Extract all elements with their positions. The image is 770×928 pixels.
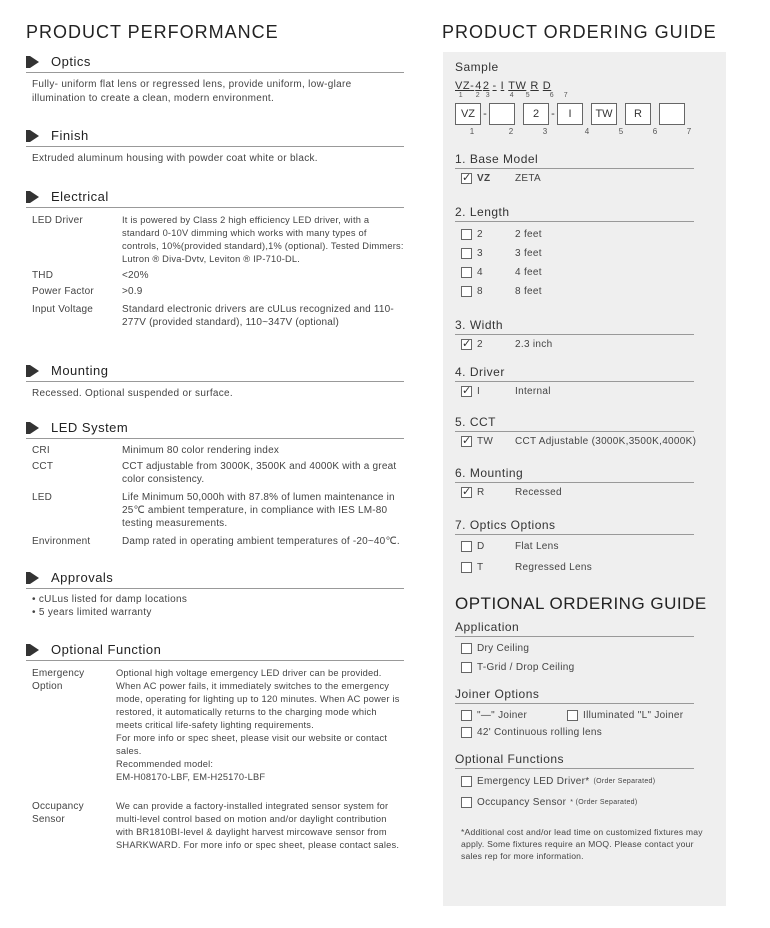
emergency-info: For more info or spec sheet, please visit our website or contact sales. [116,733,388,756]
arrow-icon [26,572,41,584]
option-continuous-lens[interactable] [455,723,714,742]
option-code: 8 [477,286,483,297]
occupancy-row [26,800,404,852]
row-value: It is powered by Class 2 high efficiency LED driver, with a standard 0-10V dimming which works with many types of controls, 10%(provided standard),1% (optional). Tested Dimmers: Lutron ® Diva-Dvtv, Leviton ® IP-710-DL. [122,215,404,264]
option-code: I [477,386,481,397]
cct-section [455,415,714,451]
optics-text: Fully- uniform flat lens or regressed lens, provide uniform, low-glare illumination to create a clean, modern environment. [32,79,352,104]
width-header: 3. Width [455,318,694,335]
sub-num: 2 [475,92,481,99]
option-desc: 3 feet [515,248,542,259]
checkbox-checked[interactable] [461,436,472,447]
row-key: Emergency Option [32,668,85,692]
option-code: 2 [477,229,483,240]
code-part: I [500,80,505,92]
base-model-header: 1. Base Model [455,152,694,169]
option-desc: ZETA [515,173,542,184]
option-desc: 2 feet [515,229,542,240]
option-desc: Regressed Lens [515,562,593,573]
electrical-row [26,285,404,298]
option-code: D [477,541,485,552]
arrow-icon [26,422,41,434]
led-row [26,444,404,457]
option-emergency-driver[interactable] [455,772,714,791]
performance-title: PRODUCT PERFORMANCE [26,22,279,42]
driver-section [455,365,714,401]
row-key: Occupancy Sensor [32,801,84,825]
approvals-title: Approvals [51,570,114,585]
row-value: <20% [122,270,149,281]
emergency-models: EM-H08170-LBF, EM-H25170-LBF [116,772,266,782]
driver-header: 4. Driver [455,365,694,382]
sample-label: Sample [455,60,499,74]
checkbox[interactable] [461,776,472,787]
checkbox[interactable] [461,267,472,278]
box-num: 2 [508,127,514,136]
option-code: R [477,487,485,498]
box-num: 3 [542,127,548,136]
code-box: VZ [455,103,481,125]
code-box [489,103,515,125]
box-num: 5 [618,127,624,136]
option-note: (Order Separated) [593,778,656,785]
mounting-header [26,363,404,382]
row-key: Environment [32,536,91,547]
code-part: R [530,80,539,92]
checkbox[interactable] [461,286,472,297]
joiner-section [455,687,714,742]
row-key: Power Factor [32,286,94,297]
approvals-list [26,589,404,619]
option-desc: Occupancy Sensor [477,797,567,808]
box-num: 4 [584,127,590,136]
code-box: I [557,103,583,125]
checkbox[interactable] [461,727,472,738]
code-part: 2 [482,80,490,92]
box-num: 7 [686,127,692,136]
option-desc: Internal [515,386,551,397]
mounting-title: Mounting [51,363,109,378]
row-value: >0.9 [122,286,143,297]
application-section [455,620,714,677]
led-title: LED System [51,420,129,435]
row-value: We can provide a factory-installed integrated sensor system for multi-level control based on motion and/or daylight contribution with BR1810BI-level & daylight harvest mircowave sensor from SHARKWARD. For more info or spec sheet, please contact sales. [116,801,400,850]
option-t-grid[interactable] [455,658,714,677]
row-value: CCT adjustable from 3000K, 3500K and 4000K with a great color consistency. [122,461,397,485]
option-desc: Illuminated "L" Joiner [583,710,684,721]
option-desc: T-Grid / Drop Ceiling [477,662,575,673]
led-row [26,491,404,530]
code-box: R [625,103,651,125]
option-code: TW [477,436,494,447]
ordering-panel [443,52,726,906]
code-box: 2 [523,103,549,125]
cct-header: 5. CCT [455,415,694,432]
optional-function-header [26,642,404,661]
option-mount-r[interactable] [455,483,714,502]
length-header: 2. Length [455,205,694,222]
optics-options-section [455,518,714,577]
ordering-guide-title: PRODUCT ORDERING GUIDE [442,22,717,42]
option-length-8[interactable] [455,282,714,301]
option-desc: Flat Lens [515,541,559,552]
approvals-header [26,570,404,589]
row-key: Input Voltage [32,304,93,315]
option-vz[interactable] [455,169,714,188]
row-key: CRI [32,445,50,456]
option-length-3[interactable] [455,244,714,263]
arrow-icon [26,130,41,142]
emergency-desc: Optional high voltage emergency LED driver can be provided. When AC power fails, it immediately switches to the emergency mode, operating for lighting up to 120 minutes. When AC power is restored, it automatically returns to the charging mode which meets critical life-safety lighting requirements. [116,668,400,730]
sub-num: 1 [458,92,464,99]
code-part: VZ [455,80,471,92]
approval-item: • 5 years limited warranty [32,607,152,618]
option-length-2[interactable] [455,225,714,244]
width-section [455,318,714,354]
arrow-icon [26,191,41,203]
checkbox[interactable] [461,710,472,721]
checkbox-checked[interactable] [461,487,472,498]
code-boxes: VZ - 2 - I TW R [455,103,714,125]
functions-header: Optional Functions [455,752,694,769]
led-row [26,535,404,548]
row-value: Standard electronic drivers are cULus recognized and 110-277V (provided standard), 110~347V (optional) [122,304,394,328]
option-cct-tw[interactable] [455,432,714,451]
finish-title: Finish [51,128,89,143]
electrical-row [26,303,404,329]
row-key: THD [32,270,54,281]
led-row [26,460,404,486]
option-driver-i[interactable] [455,382,714,401]
option-code: 4 [477,267,483,278]
joiner-header: Joiner Options [455,687,694,704]
sample-code [455,80,714,99]
approval-item: • cULus listed for damp locations [32,594,188,605]
option-dry-ceiling[interactable] [455,639,714,658]
optional-ordering-title: OPTIONAL ORDERING GUIDE [455,594,707,613]
option-desc: 42' Continuous rolling lens [477,727,603,738]
option-desc: Emergency LED Driver* [477,776,590,787]
row-key: CCT [32,461,54,472]
checkbox-checked[interactable] [461,386,472,397]
checkbox[interactable] [461,229,472,240]
optics-title: Optics [51,54,91,69]
sub-num: 7 [563,92,569,99]
optional-function-title: Optional Function [51,642,162,657]
option-code: VZ [477,173,491,184]
checkbox-checked[interactable] [461,173,472,184]
sub-num: 6 [549,92,555,99]
checkbox-checked[interactable] [461,339,472,350]
option-length-4[interactable] [455,263,714,282]
optics-header [26,54,404,73]
option-optics-d[interactable] [455,537,714,556]
electrical-row [26,214,404,266]
finish-header [26,128,404,147]
code-box: TW [591,103,617,125]
code-part: 4 [475,80,482,92]
row-value: Life Minimum 50,000h with 87.8% of lumen maintenance in 25℃ ambient temperature, in compliance with IES LM-80 testing measurements. [122,492,395,529]
emergency-row [26,667,404,784]
box-num: 1 [469,127,475,136]
option-desc: 2.3 inch [515,339,553,350]
sub-num: 4 [509,92,515,99]
row-value: Damp rated in operating ambient temperatures of -20~40℃. [122,536,400,547]
row-value [116,667,404,784]
finish-text: Extruded aluminum housing with powder coat white or black. [32,153,318,164]
row-value: Minimum 80 color rendering index [122,445,280,456]
option-code: T [477,562,484,573]
box-num: 6 [652,127,658,136]
row-key: LED Driver [32,215,83,226]
code-part: TW [508,80,527,92]
led-header [26,420,404,439]
code-part: - [492,80,497,92]
code-part: D [542,80,552,92]
checkbox[interactable] [567,710,578,721]
application-header: Application [455,620,694,637]
electrical-title: Electrical [51,189,109,204]
code-box [659,103,685,125]
checkbox[interactable] [461,541,472,552]
sub-num: 5 [525,92,531,99]
option-code: 3 [477,248,483,259]
checkbox[interactable] [461,562,472,573]
product-performance [26,22,404,852]
checkbox[interactable] [461,248,472,259]
box-numbers [455,127,714,136]
option-desc: 4 feet [515,267,542,278]
length-section [455,205,714,301]
option-desc: 8 feet [515,286,542,297]
checkbox[interactable] [461,797,472,808]
code-part: - [470,80,475,92]
option-desc: CCT Adjustable (3000K,3500K,4000K) [515,436,697,447]
option-desc: "—" Joiner [477,710,528,721]
mounting-text: Recessed. Optional suspended or surface. [32,388,233,399]
option-code: 2 [477,339,483,350]
optics-options-header: 7. Optics Options [455,518,694,535]
option-optics-t[interactable] [455,558,714,577]
option-note: * (Order Separated) [570,799,638,806]
option-desc: Dry Ceiling [477,643,530,654]
mounting-section [455,466,714,502]
option-desc: Recessed [515,487,562,498]
arrow-icon [26,644,41,656]
mounting-header-right: 6. Mounting [455,466,694,483]
arrow-icon [26,56,41,68]
electrical-header [26,189,404,208]
base-model-section [455,152,714,188]
checkbox[interactable] [461,662,472,673]
option-occupancy-sensor[interactable] [455,793,714,812]
functions-section [455,752,714,812]
footnote: *Additional cost and/or lead time on customized fixtures may apply. Some fixtures require an MOQ. Please contact your sales rep for more information. [461,827,703,861]
arrow-icon [26,365,41,377]
electrical-row [26,269,404,282]
sub-num: 3 [485,92,491,99]
row-key: LED [32,492,53,503]
option-width-2[interactable] [455,335,714,354]
emergency-model-label: Recommended model: [116,759,214,769]
checkbox[interactable] [461,643,472,654]
